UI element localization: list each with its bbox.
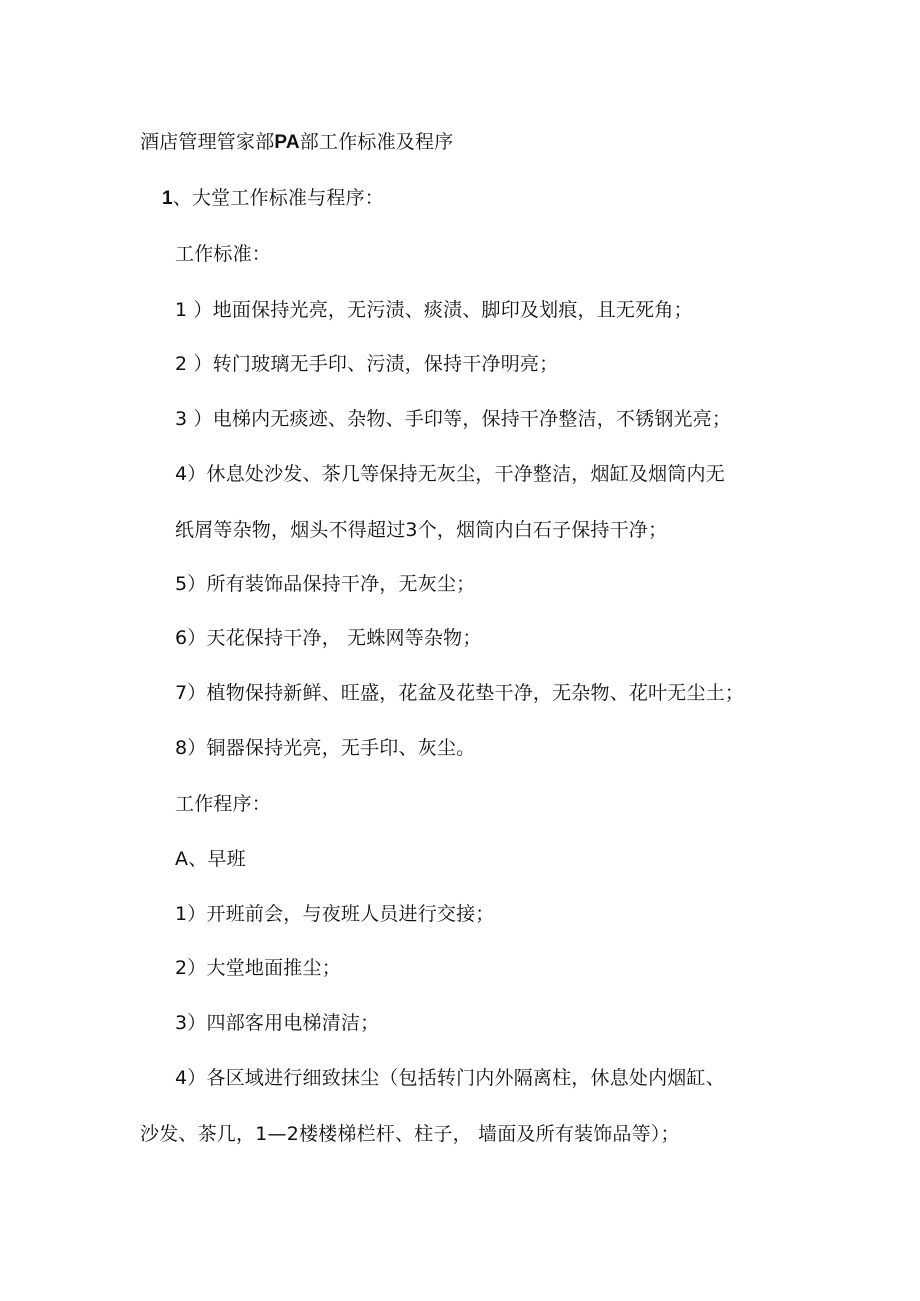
- section-heading-text: 、大堂工作标准与程序：: [172, 187, 384, 209]
- document-title: [140, 130, 453, 155]
- standard-item: 3 ）电梯内无痰迹、杂物、手印等，保持干净整洁，不锈钢光亮；: [175, 408, 732, 430]
- standard-item: 1 ）地面保持光亮，无污渍、痰渍、脚印及划痕，且无死角；: [175, 299, 693, 321]
- title-suffix: 部工作标准及程序: [299, 131, 454, 153]
- standard-item: 8）铜器保持光亮，无手印、灰尘。: [175, 737, 476, 759]
- procedure-item: 3）四部客用电梯清洁；: [175, 1012, 380, 1034]
- standard-item: 6）天花保持干净， 无蛛网等杂物；: [175, 627, 482, 649]
- standards-heading: 工作标准：: [175, 243, 272, 265]
- shift-heading: A、早班: [175, 848, 246, 870]
- standard-item: 7）植物保持新鲜、旺盛，花盆及花垫干净，无杂物、花叶无尘土；: [175, 682, 745, 704]
- standard-item: 2 ）转门玻璃无手印、污渍，保持干净明亮；: [175, 353, 559, 375]
- section-number: 1: [162, 188, 173, 209]
- procedure-item: 2）大堂地面推尘；: [175, 957, 341, 979]
- title-bold: PA: [274, 132, 300, 153]
- procedure-item: 1）开班前会，与夜班人员进行交接；: [175, 903, 495, 925]
- standard-item: 5）所有装饰品保持干净，无灰尘；: [175, 573, 476, 595]
- procedure-item-continuation: 沙发、茶几，1—2楼楼梯栏杆、柱子， 墙面及所有装饰品等）；: [140, 1123, 680, 1145]
- standard-item: 4）休息处沙发、茶几等保持无灰尘，干净整洁，烟缸及烟筒内无: [175, 463, 725, 485]
- standard-item-continuation: 纸屑等杂物，烟头不得超过3个，烟筒内白石子保持干净；: [175, 519, 668, 541]
- section-heading: [162, 186, 384, 211]
- procedure-item: 4）各区域进行细致抹尘（包括转门内外隔离柱，休息处内烟缸、: [175, 1067, 725, 1089]
- title-prefix: 酒店管理管家部: [140, 131, 275, 153]
- procedure-heading: 工作程序：: [175, 793, 272, 815]
